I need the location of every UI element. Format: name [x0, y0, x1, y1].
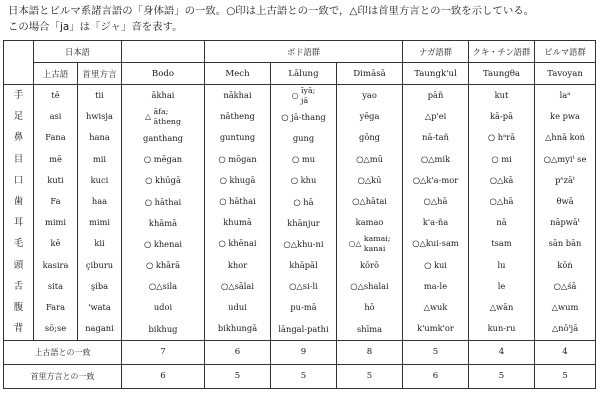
word-cell: kamao: [355, 217, 384, 228]
lang-shuri: 首里方言: [78, 63, 122, 85]
word-cell: asi: [49, 111, 62, 122]
totals-row-old-japanese: [4, 340, 596, 364]
word-cell: nā-tañ: [422, 132, 449, 143]
gloss-cell: 足: [13, 111, 24, 123]
word-cell: Fana: [45, 132, 66, 143]
word-cell: ○ khārā: [145, 260, 181, 271]
word-variant: kamai;: [363, 233, 391, 243]
word-cell: △wuk: [423, 301, 448, 312]
lang-taungkul: Taungk'ul: [403, 63, 469, 85]
word-cell: ○ hāthai: [144, 196, 182, 207]
group-japanese-ext: [122, 41, 205, 63]
word-cell: hwisja: [86, 111, 113, 122]
word-cell: Fara: [45, 301, 66, 312]
word-cell: yao: [362, 90, 377, 100]
total-value-dimasa: 8: [337, 340, 403, 364]
word-cell: gung: [292, 132, 315, 143]
word-cell: kōrō: [360, 260, 379, 271]
total-value-lalung: 5: [271, 364, 337, 388]
gloss-cell: 口: [13, 174, 24, 186]
gloss-cell: 腹: [13, 301, 24, 313]
word-cell: △wum: [551, 301, 579, 312]
group-header-row: [4, 41, 596, 63]
word-cell: θwā: [556, 195, 574, 206]
gloss-cell: 舌: [13, 280, 24, 292]
word-cell: nātheng: [220, 111, 255, 122]
word-cell: kē: [50, 238, 61, 249]
total-value-taungtha: 5: [469, 364, 535, 388]
word-cell: ○ khenai: [143, 238, 183, 249]
word-cell: lāngal-pathi: [278, 323, 329, 334]
word-cell: pāñ: [427, 90, 444, 100]
comparison-table: [3, 40, 596, 389]
word-cell: △ āfa; ātheng: [145, 106, 181, 126]
word-cell: kā-pā: [489, 111, 514, 122]
word-cell: ○△sālai: [220, 280, 255, 291]
word-cell: ○△kā: [489, 174, 514, 185]
caption-line-1: 日本語とビルマ系諸言語の「身体語」の一致。○印は上古語との一致で，△印は首里方言との一致を示している。: [8, 5, 534, 17]
total-value-tavoyan: 4: [535, 340, 596, 364]
word-cell: hana: [89, 132, 110, 143]
word-cell: pᵉzāᵗ: [555, 174, 575, 185]
word-cell: haa: [91, 195, 108, 206]
word-cell: khāmā: [148, 217, 178, 228]
lang-mech: Mech: [205, 63, 271, 85]
caption: [8, 3, 598, 35]
word-cell: bikhungā: [217, 323, 258, 334]
gloss-cell: 歯: [13, 195, 24, 207]
word-cell: ○△si-li: [289, 281, 318, 292]
total-value-mech: 6: [205, 340, 271, 364]
word-cell: mimi: [88, 217, 111, 228]
word-cell: kun-ru: [487, 323, 516, 334]
word-cell: △hnā koṅ: [545, 132, 586, 143]
word-cell: nagani: [85, 323, 114, 334]
word-cell: ○△kui-sam: [412, 238, 459, 249]
gloss-cell: 頭: [13, 259, 24, 271]
word-cell: kōṅ: [557, 259, 573, 270]
word-cell: kuti: [47, 174, 64, 185]
word-cell: ke pwa: [550, 111, 580, 122]
data-body-row: [4, 85, 596, 341]
word-cell: nā: [496, 217, 507, 228]
group-kuki-chin: クキ・チン語群: [469, 41, 535, 63]
word-cell: udoi: [153, 302, 173, 313]
word-cell: ○△ kamai; kanai: [348, 233, 391, 253]
word-cell: gōng: [359, 132, 380, 143]
word-cell: mii: [92, 153, 107, 164]
word-variant: jā: [301, 95, 309, 105]
lang-dimasa: Dimāsā: [337, 63, 403, 85]
word-cell: ○△k'a-mor: [412, 174, 459, 185]
word-cell: ○ ĭyā; jā: [291, 85, 316, 105]
word-cell: khor: [227, 259, 248, 270]
column-old-japanese: [34, 85, 78, 341]
word-cell: ākhai: [151, 90, 175, 100]
word-cell: udui: [228, 301, 247, 312]
word-cell: ○△shalai: [350, 281, 389, 292]
word-variant: kanai: [363, 243, 386, 253]
word-cell: bikhug: [148, 323, 178, 334]
word-cell: kasira: [42, 259, 69, 270]
total-value-taungkul: 6: [403, 364, 469, 388]
word-cell: mē: [49, 153, 62, 164]
gloss-cell: 背: [13, 323, 24, 335]
total-label: 首里方言との一致: [4, 364, 122, 388]
word-cell: △nōᵗjā: [551, 323, 579, 334]
group-burmese: ビルマ語群: [535, 41, 596, 63]
word-cell: sō;se: [44, 323, 67, 334]
total-value-taungtha: 4: [469, 340, 535, 364]
column-tavoyan: [535, 85, 596, 341]
word-cell: ○ khugā: [219, 174, 256, 185]
word-cell: ○△mū: [356, 153, 383, 164]
lang-taungtha: Taungθa: [469, 63, 535, 85]
caption-line-2: この場合「ja」は「ジャ」音を表す。: [8, 21, 183, 33]
column-lalung: [271, 85, 337, 341]
lang-old-japanese: 上古語: [34, 63, 78, 85]
word-cell: ○△mik: [420, 153, 451, 164]
gloss-column: [4, 85, 34, 341]
total-value-mech: 5: [205, 364, 271, 388]
word-cell: ○ khu: [290, 175, 317, 186]
word-cell: sān bān: [548, 238, 582, 249]
word-cell: ○△hātai: [352, 195, 387, 206]
word-cell: pu-mā: [290, 302, 317, 313]
word-cell: ○ kui: [424, 259, 447, 270]
word-cell: yēga: [359, 111, 380, 122]
word-cell: mimi: [44, 217, 67, 228]
total-value-lalung: 9: [271, 340, 337, 364]
column-mech: [205, 85, 271, 341]
word-cell: tsam: [491, 238, 512, 249]
word-cell: nāpwāᵗ: [550, 217, 580, 228]
word-cell: ○△hā: [489, 195, 514, 206]
word-cell: kuci: [90, 174, 109, 185]
word-cell: ○ mi: [491, 153, 512, 164]
lang-bodo: Bodo: [122, 63, 205, 85]
lang-tavoyan: Tavoyan: [535, 63, 596, 85]
word-cell: 'wata: [88, 301, 111, 312]
lang-lalung: Lālung: [271, 63, 337, 85]
gloss-cell: 目: [13, 153, 24, 165]
word-cell: khāpāl: [289, 260, 318, 271]
column-taungtha: [469, 85, 535, 341]
group-naga: ナガ語群: [403, 41, 469, 63]
group-bodo: ボド語群: [205, 41, 403, 63]
word-cell: khānjur: [287, 217, 320, 228]
word-cell: ○ mēgan: [143, 154, 183, 165]
word-cell: ○ mu: [291, 154, 316, 165]
totals-row-shuri: [4, 364, 596, 388]
word-cell: kii: [94, 238, 105, 249]
column-shuri: [78, 85, 122, 341]
word-variants: [301, 86, 315, 106]
word-cell: tii: [95, 90, 104, 100]
word-cell: ○ mōgan: [218, 153, 257, 164]
word-cell: k'umk'or: [417, 323, 454, 334]
word-cell: hō: [364, 302, 375, 313]
total-value-tavoyan: 5: [535, 364, 596, 388]
word-cell: △p'ei: [424, 111, 447, 122]
language-header-row: [4, 63, 596, 85]
total-label: 上古語との一致: [4, 340, 122, 364]
word-cell: tē: [51, 90, 60, 100]
word-cell: ○ jā-thang: [281, 111, 326, 122]
gloss-cell: 耳: [13, 217, 24, 229]
column-bodo: [122, 85, 205, 341]
word-variants: [154, 107, 181, 127]
word-cell: ○△śā: [553, 280, 577, 291]
gloss-cell: 手: [13, 90, 24, 101]
word-cell: lu: [497, 259, 506, 270]
word-cell: ○ khūgā: [145, 175, 181, 186]
word-cell: şiba: [90, 280, 109, 291]
gloss-cell: 鼻: [13, 132, 24, 144]
gloss-cell: 毛: [13, 238, 24, 250]
word-variant: ātheng: [153, 116, 181, 126]
word-variant: āfa;: [153, 106, 169, 116]
word-variants: [364, 234, 391, 254]
word-cell: guntung: [219, 132, 256, 143]
word-cell: nākhai: [223, 90, 252, 100]
word-cell: ○△khu-ni: [283, 238, 324, 249]
word-cell: ○△sila: [148, 281, 178, 292]
column-taungkul: [403, 85, 469, 341]
word-cell: ○ hāthai: [219, 195, 256, 206]
comparison-table-wrapper: [3, 40, 596, 389]
word-cell: shīma: [356, 323, 383, 334]
word-cell: sita: [47, 280, 64, 291]
word-cell: ○ hᵃrā: [487, 132, 516, 143]
column-dimasa: [337, 85, 403, 341]
gloss-header-cell: [4, 41, 34, 85]
total-value-bodo: 7: [122, 340, 205, 364]
word-cell: ○△kū: [357, 174, 382, 185]
word-cell: k'a-ña: [422, 217, 449, 228]
word-cell: △wān: [489, 301, 514, 312]
total-value-taungkul: 5: [403, 340, 469, 364]
word-cell: ganthang: [143, 132, 183, 143]
word-cell: khumā: [223, 217, 252, 228]
word-cell: çiburu: [85, 259, 114, 270]
word-cell: ma-le: [423, 280, 448, 291]
total-value-dimasa: 5: [337, 364, 403, 388]
word-cell: ○△hā: [423, 195, 448, 206]
word-cell: ○ khēnai: [218, 238, 257, 249]
word-cell: ○△myiᵗ se: [543, 153, 587, 164]
group-japanese: 日本語: [34, 41, 122, 63]
word-cell: Fa: [50, 195, 61, 206]
word-cell: kut: [494, 90, 509, 100]
word-cell: le: [497, 280, 506, 291]
total-value-bodo: 6: [122, 364, 205, 388]
word-cell: ○ hā: [293, 196, 314, 207]
word-variant: ĭyā;: [301, 85, 316, 95]
word-cell: laᵃ: [559, 90, 571, 100]
